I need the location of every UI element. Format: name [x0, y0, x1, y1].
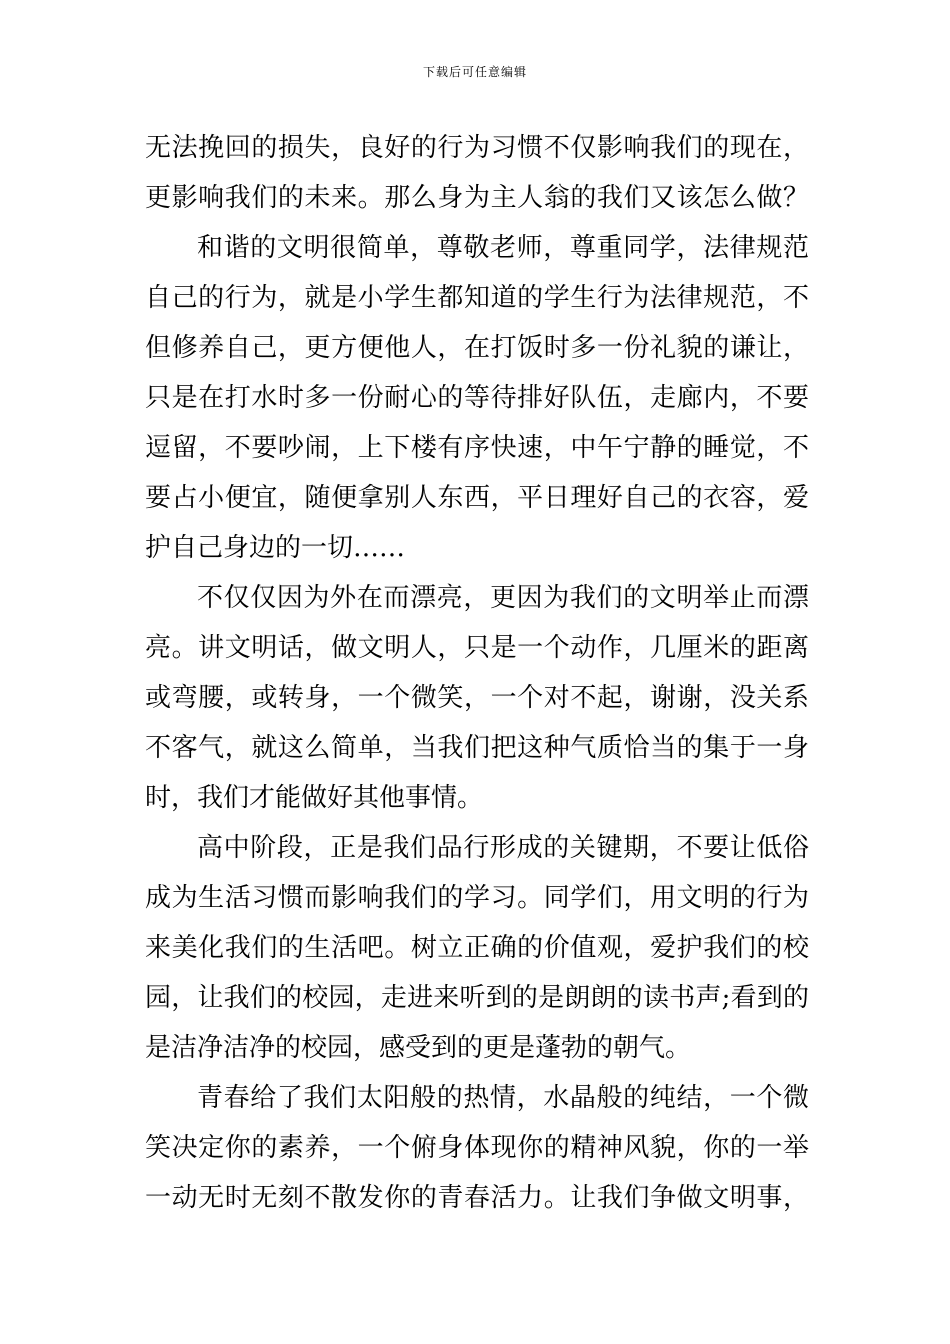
text-line: 高中阶段，正是我们品行形成的关键期，不要让低俗	[197, 833, 809, 863]
text-line: 时，我们才能做好其他事情。	[145, 783, 484, 813]
text-line: 护自己身边的一切……	[145, 533, 406, 563]
text-line: 青春给了我们太阳般的热情，水晶般的纯结，一个微	[197, 1083, 809, 1113]
text-line: 或弯腰，或转身，一个微笑，一个对不起，谢谢，没关系	[145, 683, 809, 713]
text-line: 无法挽回的损失，良好的行为习惯不仅影响我们的现在，	[145, 133, 809, 163]
text-line: 但修养自己，更方便他人，在打饭时多一份礼貌的谦让，	[145, 333, 809, 363]
text-line: 只是在打水时多一份耐心的等待排好队伍，走廊内，不要	[145, 383, 809, 413]
text-line: 不客气，就这么简单，当我们把这种气质恰当的集于一身	[145, 733, 809, 763]
text-line: 笑决定你的素养，一个俯身体现你的精神风貌，你的一举	[145, 1133, 809, 1163]
text-line: 和谐的文明很简单，尊敬老师，尊重同学，法律规范	[197, 233, 809, 263]
text-line: 一动无时无刻不散发你的青春活力。让我们争做文明事，	[145, 1183, 809, 1213]
text-line: 园，让我们的校园，走进来听到的是朗朗的读书声;看到的	[145, 983, 809, 1013]
page-header: 下载后可任意编辑	[422, 65, 527, 79]
text-line: 自己的行为，就是小学生都知道的学生行为法律规范，不	[145, 283, 809, 313]
body-text	[145, 123, 809, 1223]
text-line: 来美化我们的生活吧。树立正确的价值观，爱护我们的校	[145, 933, 809, 963]
text-line: 逗留，不要吵闹，上下楼有序快速，中午宁静的睡觉，不	[145, 433, 809, 463]
text-line: 成为生活习惯而影响我们的学习。同学们，用文明的行为	[145, 883, 809, 913]
text-line: 是洁净洁净的校园，感受到的更是蓬勃的朝气。	[145, 1033, 692, 1063]
text-line: 亮。讲文明话，做文明人，只是一个动作，几厘米的距离	[145, 633, 809, 663]
text-line: 不仅仅因为外在而漂亮，更因为我们的文明举止而漂	[197, 583, 809, 613]
text-line: 要占小便宜，随便拿别人东西，平日理好自己的衣容，爱	[145, 483, 809, 513]
text-line: 更影响我们的未来。那么身为主人翁的我们又该怎么做？	[145, 183, 809, 213]
